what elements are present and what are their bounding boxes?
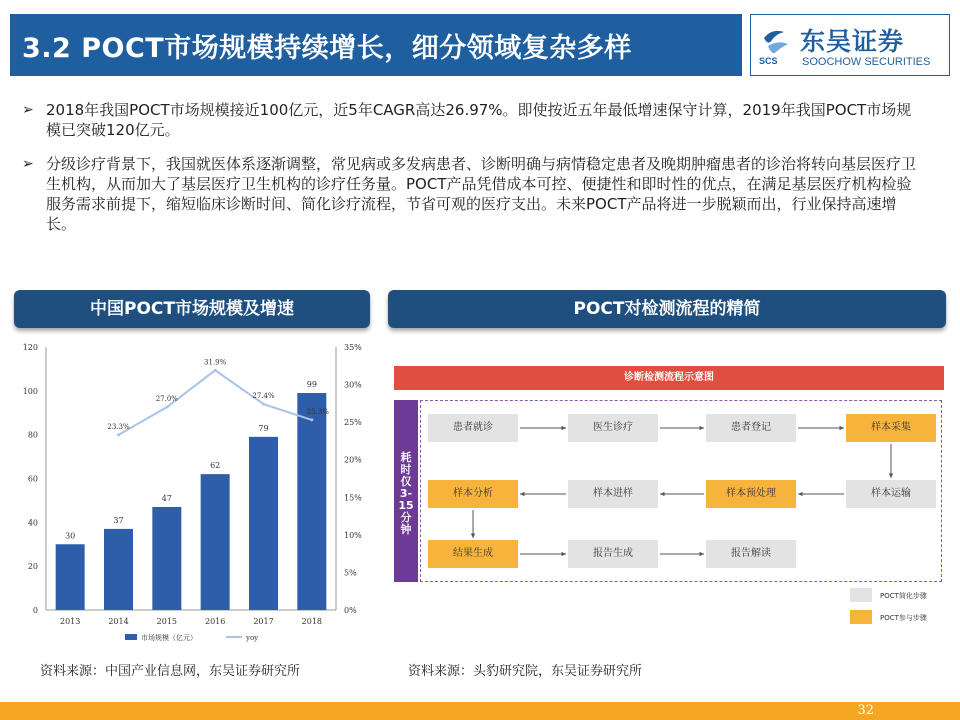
yoy-line (119, 370, 312, 435)
x-tick-label: 2016 (204, 617, 226, 626)
arrow-bullet-icon: ➢ (22, 102, 34, 118)
y-tick-left-label: 80 (27, 430, 38, 440)
yoy-value-label: 25.3% (306, 407, 329, 416)
flow-arrow-head (699, 552, 704, 556)
flow-arrow-head (889, 473, 893, 478)
flow-legend-swatch (850, 588, 872, 602)
y-tick-left-label: 100 (22, 386, 38, 396)
logo-icon (758, 26, 796, 66)
arrow-bullet-icon: ➢ (22, 156, 34, 172)
y-tick-right-label: 0% (344, 606, 357, 615)
chart-panel-title: 中国POCT市场规模及增速 (14, 290, 370, 328)
yoy-value-label: 27.0% (155, 395, 178, 404)
y-tick-right-label: 35% (344, 343, 362, 352)
bar-value-label: 37 (113, 515, 124, 525)
x-tick-label: 2018 (301, 617, 323, 626)
footer-bar (0, 702, 960, 720)
flow-step-node: 患者登记 (706, 414, 796, 442)
flow-step-node: 样本预处理 (706, 480, 796, 508)
bullet-text: 2018年我国POCT市场规模接近100亿元，近5年CAGR高达26.97%。即使按近五年最低增速保守计算，2019年我国POCT市场规模已突破120亿元。 (46, 101, 912, 139)
flow-panel-title: POCT对检测流程的精简 (388, 290, 946, 328)
flow-time-label: 耗时仅3-15分钟 (398, 451, 414, 536)
flow-step-node: 结果生成 (428, 540, 518, 568)
x-tick-label: 2015 (156, 617, 178, 626)
logo-name-en: SOOCHOW SECURITIES (802, 56, 931, 68)
bar-2016 (201, 474, 230, 610)
x-tick-label: 2017 (253, 617, 274, 626)
y-tick-right-label: 20% (344, 455, 362, 465)
yoy-value-label: 23.3% (107, 422, 130, 431)
flow-step-node: 样本运输 (846, 480, 936, 508)
flow-arrow-head (839, 426, 844, 430)
legend-bar-swatch (125, 634, 137, 640)
flow-arrow-head (561, 426, 566, 430)
y-tick-right-label: 30% (344, 380, 362, 390)
y-tick-right-label: 15% (344, 493, 362, 503)
yoy-value-label: 27.4% (252, 392, 275, 401)
yoy-point-2018 (310, 418, 313, 421)
y-tick-left-label: 40 (27, 518, 38, 528)
flow-arrow-head (520, 492, 525, 496)
flow-legend-label: POCT简化步骤 (880, 592, 927, 600)
page-number: 32 (857, 703, 874, 718)
flow-step-node: 样本分析 (428, 480, 518, 508)
bar-value-label: 79 (258, 423, 269, 433)
bar-2013 (56, 544, 85, 610)
y-tick-right-label: 10% (344, 530, 362, 540)
flow-source: 资料来源：头豹研究院，东吴证券研究所 (408, 664, 643, 679)
logo-abbr: SCS (759, 56, 778, 66)
bar-value-label: 47 (161, 493, 172, 503)
flow-arrow-head (798, 492, 803, 496)
y-tick-left-label: 20 (27, 562, 38, 572)
yoy-point-2015 (165, 406, 168, 409)
chart-source: 资料来源：中国产业信息网，东吴证券研究所 (40, 664, 301, 679)
flow-arrow-head (471, 533, 475, 538)
flow-step-node: 报告解读 (706, 540, 796, 568)
logo-name-cn: 东吴证券 (800, 27, 905, 56)
x-tick-label: 2014 (108, 617, 129, 626)
y-tick-right-label: 5% (344, 568, 357, 578)
bar-value-label: 30 (65, 531, 76, 541)
flow-arrow-head (561, 552, 566, 556)
yoy-point-2017 (262, 403, 265, 406)
bullet-item (22, 100, 922, 140)
yoy-value-label: 31.9% (204, 358, 227, 367)
y-tick-left-label: 0 (32, 606, 38, 615)
y-tick-right-label: 25% (344, 418, 362, 428)
flow-step-node: 报告生成 (568, 540, 658, 568)
flow-step-node: 医生诊疗 (568, 414, 658, 442)
flow-step-node: 患者就诊 (428, 414, 518, 442)
y-tick-left-label: 120 (22, 343, 38, 352)
flow-legend-label: POCT参与步骤 (880, 614, 927, 622)
flow-step-node: 样本进样 (568, 480, 658, 508)
flow-arrow-head (660, 492, 665, 496)
legend-bar-label: 市场规模（亿元） (141, 634, 197, 642)
yoy-point-2014 (117, 433, 120, 436)
bar-2017 (249, 437, 278, 610)
flow-arrow-head (699, 426, 704, 430)
market-size-chart (8, 334, 378, 652)
x-tick-label: 2013 (59, 617, 81, 626)
legend-line-label: yoy (246, 634, 259, 642)
bar-2014 (104, 529, 133, 610)
flow-diagram-title: 诊断检测流程示意图 (394, 366, 944, 390)
yoy-point-2016 (214, 369, 217, 372)
bar-2018 (297, 393, 326, 610)
y-tick-left-label: 60 (27, 474, 38, 484)
bullet-text: 分级诊疗背景下，我国就医体系逐渐调整，常见病或多发病患者、诊断明确与病情稳定患者及晚期肿瘤患者的诊治将转向基层医疗卫生机构，从而加大了基层医疗卫生机构的诊疗任务量。POCT产品凭借成本可控、便捷性和即时性的优点，在满足基层医疗机构检验服务需求前提下，缩短临床诊断时间、简化诊疗流程，节省可观的医疗支出。未来POCT产品将进一步脱颖而出，行业保持高速增长。 (46, 155, 917, 233)
flow-legend-swatch (850, 610, 872, 624)
bullet-item (22, 154, 922, 234)
bar-value-label: 62 (210, 461, 221, 471)
bar-value-label: 99 (306, 380, 317, 390)
flow-step-node: 样本采集 (846, 414, 936, 442)
page-title: 3.2 POCT市场规模持续增长，细分领域复杂多样 (22, 33, 632, 64)
bar-2015 (152, 507, 181, 610)
